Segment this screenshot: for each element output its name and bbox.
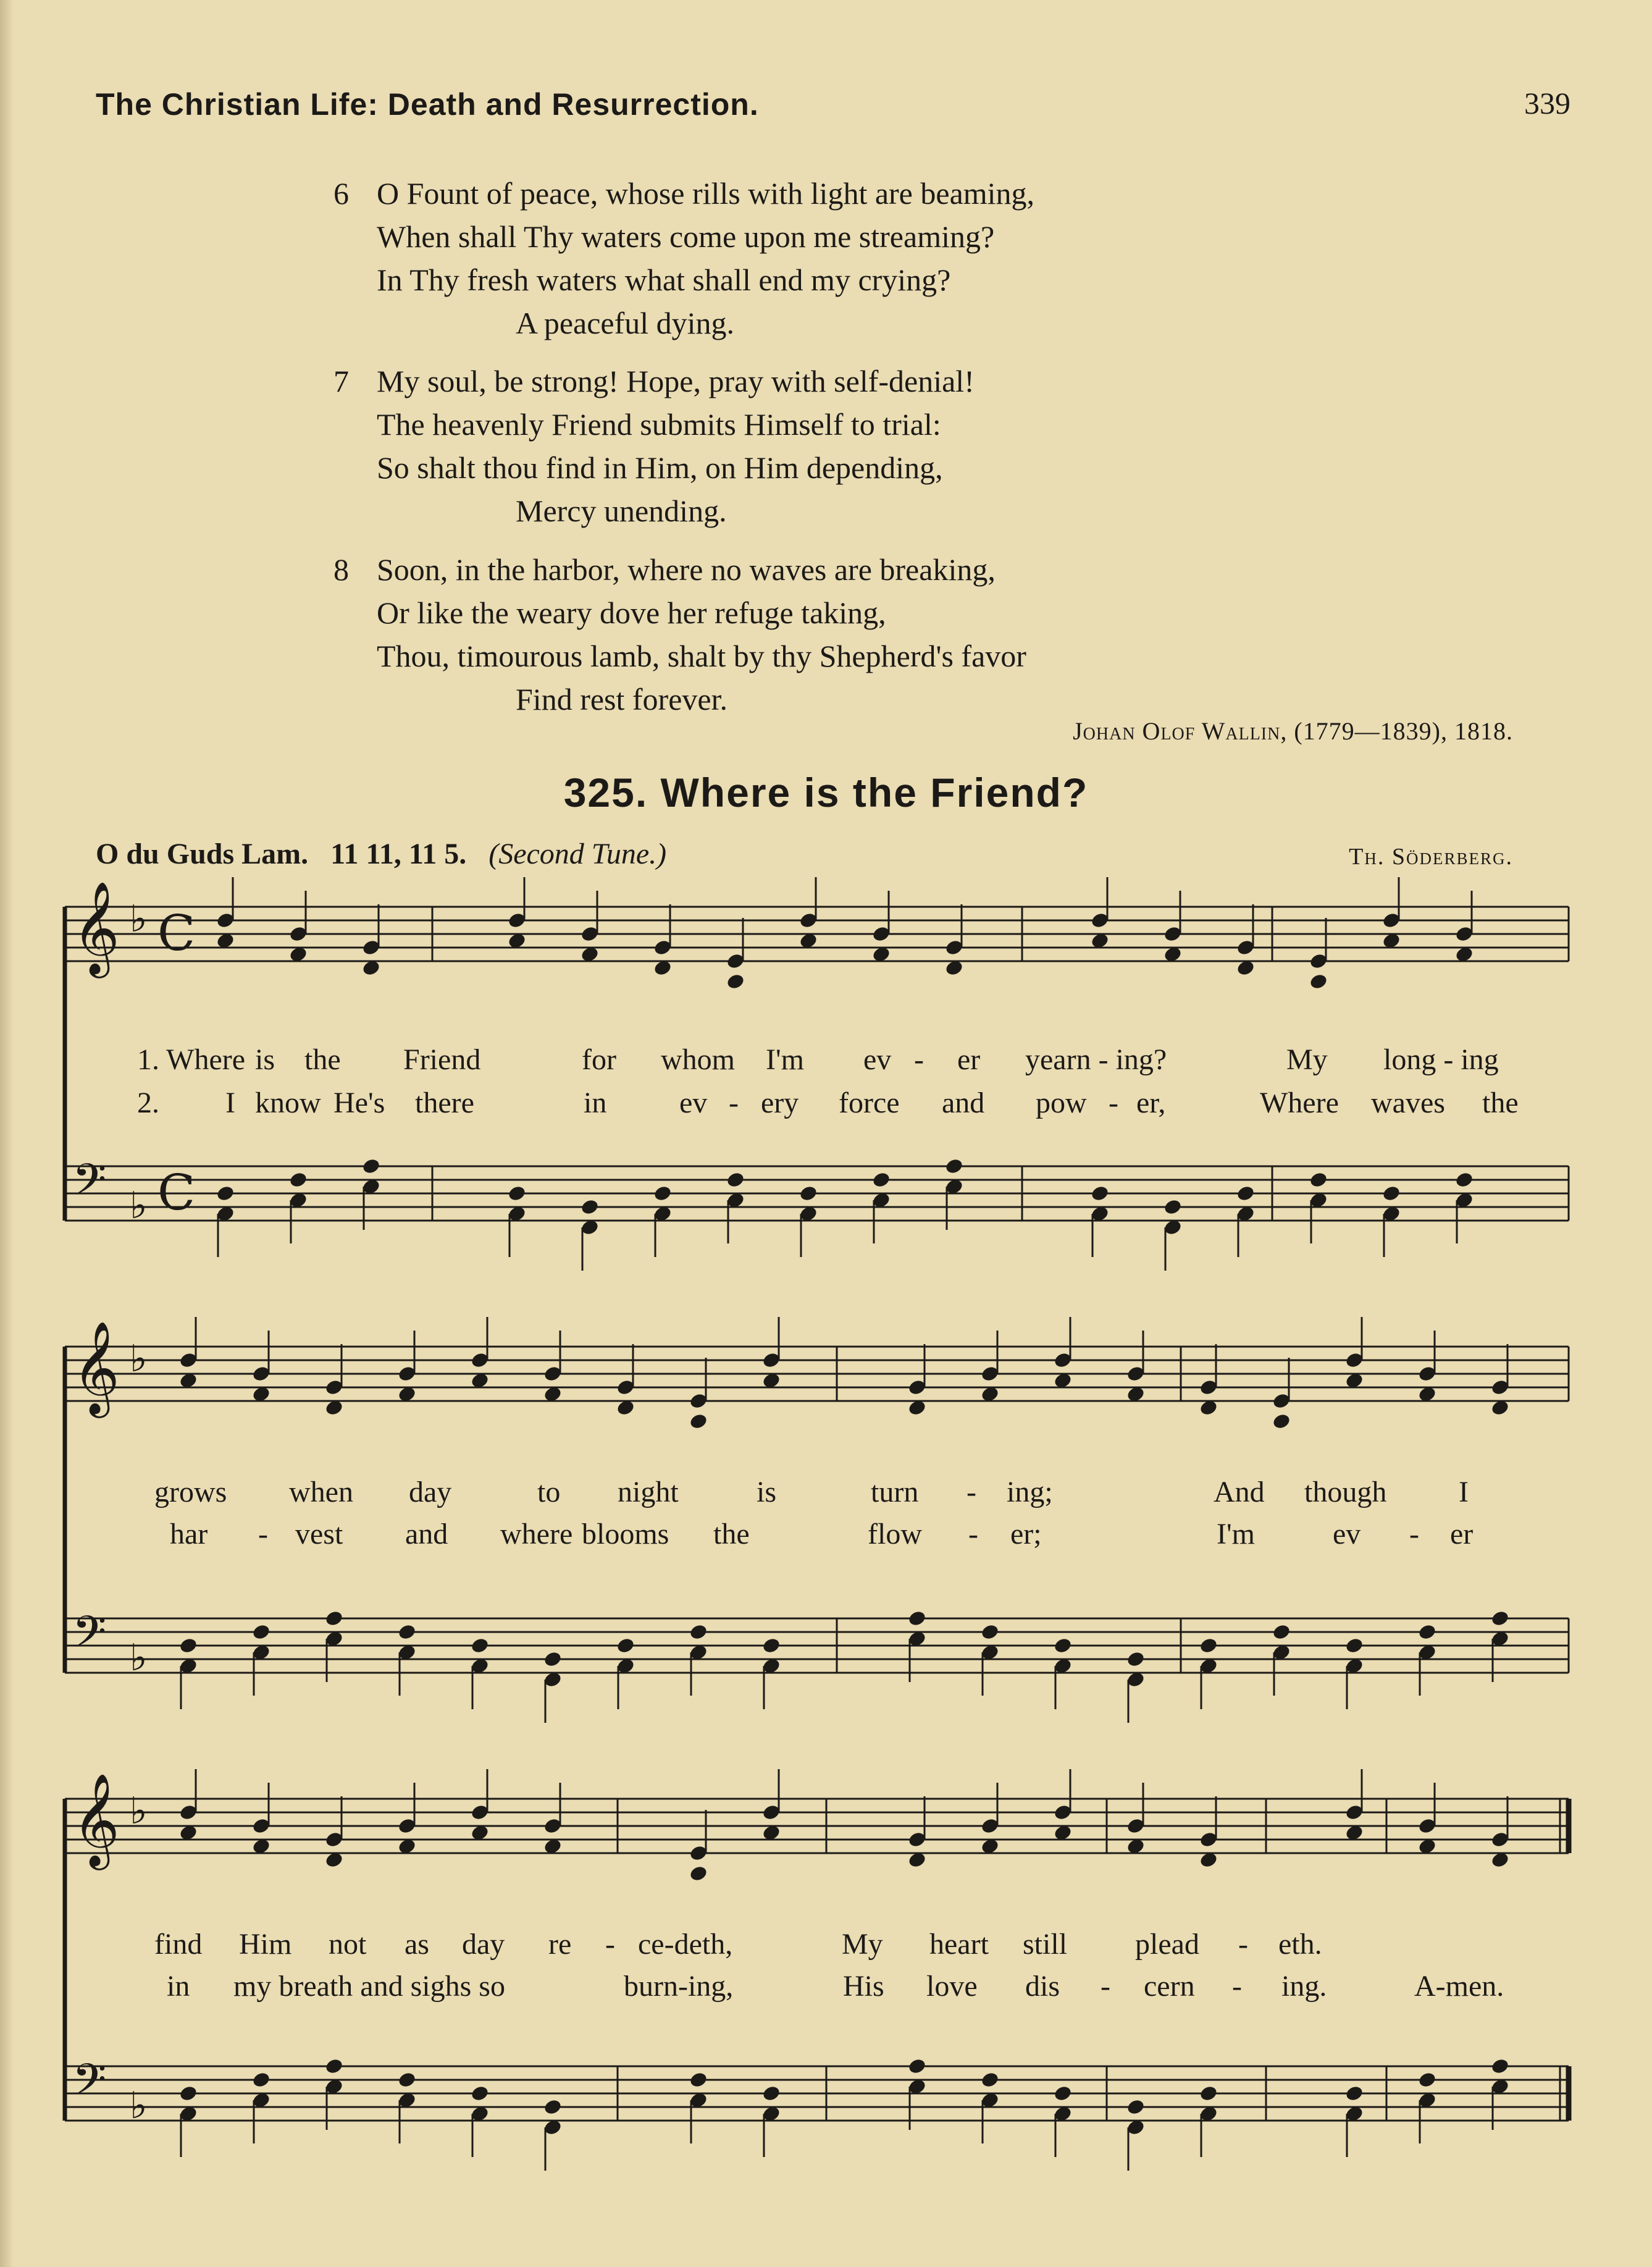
- note-head: [507, 1184, 527, 1202]
- lyric: He's: [333, 1087, 385, 1119]
- treble-clef-icon: 𝄞: [72, 1320, 120, 1414]
- note-head: [470, 1636, 490, 1654]
- stanza-line: In Thy fresh waters what shall end my crying?: [377, 263, 951, 297]
- note-head: [251, 1623, 271, 1641]
- treble-clef-icon: 𝄞: [72, 880, 120, 974]
- lyric: and: [405, 1518, 448, 1550]
- lyric: my breath and sighs so: [233, 1970, 505, 2003]
- lyric: vest: [295, 1518, 343, 1550]
- note-head: [653, 1184, 673, 1202]
- lyric: ev: [679, 1087, 708, 1119]
- note-head: [689, 1412, 708, 1430]
- note-head: [1344, 2084, 1364, 2102]
- lyric: the: [304, 1043, 341, 1076]
- note-head: [288, 1171, 308, 1188]
- note-head: [616, 1636, 635, 1654]
- note-head: [543, 2098, 563, 2116]
- lyric: er,: [1136, 1087, 1166, 1119]
- stanza-line: A peaceful dying.: [516, 306, 735, 340]
- lyric: flow: [868, 1518, 922, 1550]
- note-head: [1382, 1184, 1401, 1202]
- note-head: [726, 972, 745, 990]
- lyric: A-men.: [1414, 1970, 1504, 2003]
- page-number: 339: [1524, 86, 1570, 120]
- lyric: as: [405, 1928, 429, 1961]
- stanza-line: When shall Thy waters come upon me streaming?: [377, 219, 995, 254]
- lyric: long - ing: [1383, 1043, 1499, 1076]
- note-head: [907, 2057, 927, 2075]
- stanza-number: 8: [333, 552, 349, 587]
- lyric: ev: [1333, 1518, 1361, 1550]
- note-head: [1126, 2098, 1146, 2116]
- note-head: [871, 1171, 891, 1188]
- note-head: [1309, 1171, 1328, 1188]
- lyric: waves: [1371, 1087, 1445, 1119]
- note-head: [799, 1184, 818, 1202]
- lyric: -: [1101, 1970, 1110, 2003]
- note-head: [907, 1609, 927, 1627]
- note-head: [689, 2071, 708, 2088]
- lyric: dis: [1025, 1970, 1060, 2003]
- lyric: -: [605, 1928, 615, 1961]
- flat-icon: ♭: [130, 1184, 148, 1227]
- stanza-number: 7: [333, 364, 349, 398]
- note-head: [1272, 1412, 1291, 1430]
- lyric: -: [968, 1518, 978, 1550]
- note-head: [980, 1623, 1000, 1641]
- note-head: [1090, 1184, 1110, 1202]
- lyric: -: [966, 1476, 976, 1508]
- flat-icon: ♭: [130, 2084, 148, 2127]
- lyric: where: [500, 1518, 573, 1550]
- note-head: [543, 1650, 563, 1668]
- lyric: not: [329, 1928, 367, 1961]
- common-time-icon: C: [157, 1164, 196, 1221]
- stanza-line: So shalt thou find in Him, on Him depending,: [377, 450, 943, 485]
- note-head: [1053, 2084, 1073, 2102]
- flat-icon: ♭: [130, 898, 148, 941]
- lyric: -: [1409, 1518, 1419, 1550]
- lyric: -: [1232, 1970, 1242, 2003]
- lyric: the: [713, 1518, 750, 1550]
- note-head: [397, 2071, 417, 2088]
- note-head: [361, 1157, 381, 1175]
- lyric: I: [1459, 1476, 1469, 1508]
- stanza-number: 6: [333, 176, 349, 211]
- note-head: [1126, 1650, 1146, 1668]
- lyric: there: [415, 1087, 474, 1119]
- note-head: [178, 2084, 198, 2102]
- lyric: in: [167, 1970, 190, 2003]
- tune-name: O du Guds Lam.: [96, 838, 309, 870]
- lyric: My: [1286, 1043, 1328, 1076]
- note-head: [1163, 1198, 1183, 1216]
- treble-clef-icon: 𝄞: [72, 1772, 120, 1866]
- note-head: [1272, 1623, 1291, 1641]
- note-head: [1344, 1636, 1364, 1654]
- lyric: eth.: [1278, 1928, 1322, 1961]
- note-head: [178, 1636, 198, 1654]
- note-head: [726, 1171, 745, 1188]
- bass-clef-icon: 𝄢: [72, 1155, 107, 1216]
- flat-icon: ♭: [130, 1636, 148, 1680]
- lyric: er: [1450, 1518, 1474, 1550]
- lyric: for: [582, 1043, 616, 1076]
- stanza-line: Thou, timourous lamb, shalt by thy Shepherd's favor: [377, 639, 1026, 673]
- lyric: to: [537, 1476, 561, 1508]
- stanza-line: The heavenly Friend submits Himself to trial:: [377, 407, 941, 442]
- stanza-line: My soul, be strong! Hope, pray with self-denial!: [377, 364, 975, 398]
- lyric: I'm: [1217, 1518, 1255, 1550]
- lyric: in: [584, 1087, 607, 1119]
- flat-icon: ♭: [130, 1337, 148, 1381]
- hymn-title: 325. Where is the Friend?: [563, 770, 1089, 815]
- lyric: ce-deth,: [638, 1928, 733, 1961]
- lyric: grows: [154, 1476, 227, 1508]
- note-head: [1236, 1184, 1256, 1202]
- lyric: er;: [1010, 1518, 1042, 1550]
- lyric: find: [154, 1928, 203, 1961]
- note-head: [216, 1184, 235, 1202]
- note-head: [1417, 1623, 1437, 1641]
- flat-icon: ♭: [130, 1790, 148, 1833]
- lyric: And: [1214, 1476, 1265, 1508]
- lyric: Him: [239, 1928, 292, 1961]
- lyric: I: [225, 1087, 235, 1119]
- lyric: whom: [661, 1043, 735, 1076]
- note-head: [1490, 1609, 1510, 1627]
- note-head: [761, 1636, 781, 1654]
- lyric: 2.: [137, 1087, 159, 1119]
- lyric: night: [618, 1476, 679, 1508]
- lyric: burn-ing,: [624, 1970, 734, 2003]
- lyric: turn: [871, 1476, 919, 1508]
- note-head: [251, 2071, 271, 2088]
- lyric: know: [255, 1087, 321, 1119]
- lyric: still: [1023, 1928, 1068, 1961]
- common-time-icon: C: [157, 904, 196, 962]
- lyric: 1. Where: [137, 1043, 246, 1076]
- note-head: [324, 2057, 344, 2075]
- note-head: [1454, 1171, 1474, 1188]
- note-head: [944, 1157, 964, 1175]
- note-head: [1490, 2057, 1510, 2075]
- composer: Th. Söderberg.: [1349, 844, 1513, 870]
- note-head: [397, 1623, 417, 1641]
- note-head: [470, 2084, 490, 2102]
- attribution: Johan Olof Wallin, (1779—1839), 1818.: [1073, 717, 1513, 745]
- note-head: [689, 1623, 708, 1641]
- note-head: [580, 1198, 600, 1216]
- lyric: day: [409, 1476, 452, 1508]
- lyric: day: [462, 1928, 505, 1961]
- lyric: His: [843, 1970, 884, 2003]
- lyric: -: [1238, 1928, 1248, 1961]
- note-head: [324, 1609, 344, 1627]
- lyric: -: [258, 1518, 268, 1550]
- note-head: [1199, 2084, 1218, 2102]
- bass-clef-icon: 𝄢: [72, 2055, 107, 2116]
- lyric: -: [914, 1043, 924, 1076]
- lyric: re: [548, 1928, 572, 1961]
- lyric: I'm: [766, 1043, 804, 1076]
- lyric: when: [289, 1476, 353, 1508]
- note-head: [1309, 972, 1328, 990]
- note-head: [761, 2084, 781, 2102]
- stanza-line: Soon, in the harbor, where no waves are breaking,: [377, 552, 996, 587]
- stanza-line: Or like the weary dove her refuge taking,: [377, 595, 886, 630]
- lyric: plead: [1135, 1928, 1199, 1961]
- lyric: heart: [929, 1928, 989, 1961]
- meter: 11 11, 11 5.: [330, 838, 467, 870]
- lyric: though: [1304, 1476, 1387, 1508]
- lyric: love: [926, 1970, 978, 2003]
- lyric: Friend: [403, 1043, 481, 1076]
- lyric: My: [842, 1928, 883, 1961]
- lyric: pow: [1036, 1087, 1087, 1119]
- note-head: [980, 2071, 1000, 2088]
- lyric: er: [957, 1043, 981, 1076]
- lyric: -: [729, 1087, 739, 1119]
- lyric: the: [1482, 1087, 1519, 1119]
- lyric: and: [942, 1087, 985, 1119]
- stanza-line: O Fount of peace, whose rills with light are beaming,: [377, 176, 1035, 211]
- note-head: [1053, 1636, 1073, 1654]
- stanza-line: Mercy unending.: [516, 494, 727, 528]
- lyric: ev: [863, 1043, 892, 1076]
- tune-note: (Second Tune.): [488, 838, 667, 870]
- lyric: ery: [761, 1087, 799, 1119]
- lyric: blooms: [582, 1518, 669, 1550]
- stanza-line: Find rest forever.: [516, 682, 727, 717]
- lyric: cern: [1144, 1970, 1195, 2003]
- lyric: ing.: [1281, 1970, 1327, 2003]
- bass-clef-icon: 𝄢: [72, 1607, 107, 1668]
- note-head: [689, 1864, 708, 1882]
- lyric: ing;: [1007, 1476, 1053, 1508]
- note-head: [1417, 2071, 1437, 2088]
- note-head: [1199, 1636, 1218, 1654]
- running-head: The Christian Life: Death and Resurrection.: [96, 87, 759, 122]
- lyric: har: [170, 1518, 208, 1550]
- lyric: is: [757, 1476, 777, 1508]
- lyric: force: [839, 1087, 900, 1119]
- lyric: yearn - ing?: [1025, 1043, 1167, 1076]
- lyric: -: [1109, 1087, 1118, 1119]
- lyric: is: [255, 1043, 275, 1076]
- lyric: Where: [1260, 1087, 1339, 1119]
